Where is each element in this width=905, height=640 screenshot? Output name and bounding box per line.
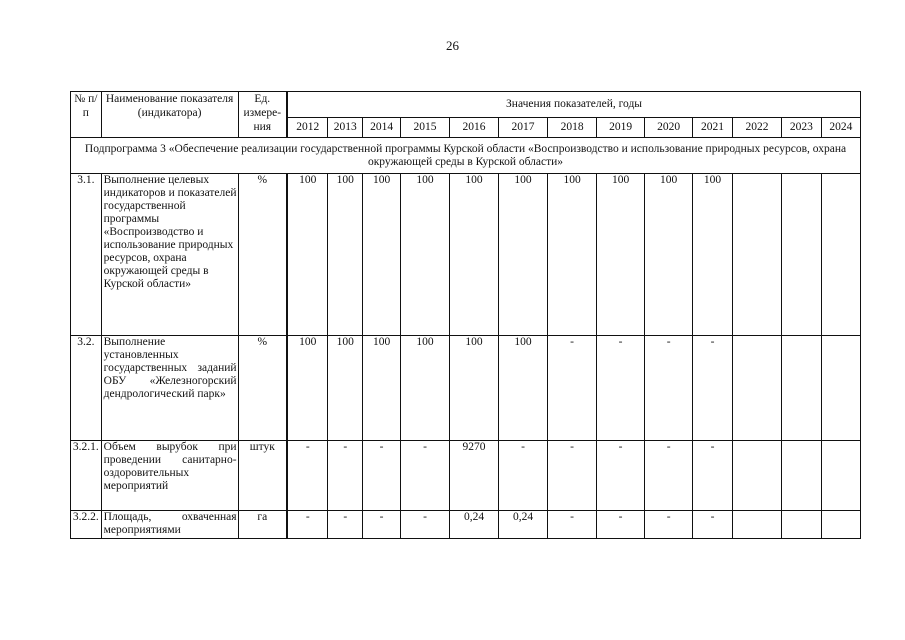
- value-cell-2019: -: [597, 511, 645, 539]
- row-indicator-name: Выполнение целевых индикаторов и показателей государственной программы «Воспроизводство и использование природных ресурсов, охрана окружающей среды в Курской области»: [101, 174, 238, 336]
- value-cell-2016: 100: [450, 336, 499, 441]
- row-number: 3.1.: [71, 174, 102, 336]
- value-cell-2015: -: [400, 441, 449, 511]
- row-number: 3.2.2.: [71, 511, 102, 539]
- header-year-2012: 2012: [287, 118, 328, 138]
- value-cell-2020: -: [645, 336, 693, 441]
- header-year-2014: 2014: [363, 118, 401, 138]
- header-year-2017: 2017: [499, 118, 548, 138]
- value-cell-2024: [821, 336, 860, 441]
- value-cell-2021: -: [693, 336, 733, 441]
- header-year-2023: 2023: [782, 118, 822, 138]
- header-name: Наименование показателя (индикатора): [101, 92, 238, 138]
- value-cell-2019: 100: [597, 174, 645, 336]
- value-cell-2012: 100: [287, 336, 328, 441]
- row-number: 3.2.: [71, 336, 102, 441]
- header-year-2020: 2020: [645, 118, 693, 138]
- table-row: [71, 336, 861, 441]
- page-number: 26: [446, 38, 459, 53]
- value-cell-2017: 100: [499, 174, 548, 336]
- value-cell-2023: [782, 511, 822, 539]
- value-cell-2019: -: [597, 336, 645, 441]
- value-cell-2017: -: [499, 441, 548, 511]
- value-cell-2020: 100: [645, 174, 693, 336]
- value-cell-2023: [782, 174, 822, 336]
- value-cell-2016: 9270: [450, 441, 499, 511]
- header-year-2024: 2024: [821, 118, 860, 138]
- row-unit: га: [238, 511, 287, 539]
- header-year-2016: 2016: [450, 118, 499, 138]
- value-cell-2021: -: [693, 511, 733, 539]
- value-cell-2013: -: [328, 441, 363, 511]
- value-cell-2014: -: [363, 441, 401, 511]
- value-cell-2022: [732, 511, 781, 539]
- header-year-2015: 2015: [400, 118, 449, 138]
- value-cell-2019: -: [597, 441, 645, 511]
- value-cell-2021: -: [693, 441, 733, 511]
- value-cell-2020: -: [645, 441, 693, 511]
- header-no: № п/п: [71, 92, 102, 138]
- row-unit: штук: [238, 441, 287, 511]
- table-row: [71, 511, 861, 539]
- value-cell-2013: -: [328, 511, 363, 539]
- value-cell-2023: [782, 336, 822, 441]
- value-cell-2017: 0,24: [499, 511, 548, 539]
- header-values-title: Значения показателей, годы: [287, 92, 860, 118]
- value-cell-2015: 100: [400, 336, 449, 441]
- value-cell-2018: -: [548, 511, 597, 539]
- header-unit: Ед. измере-ния: [238, 92, 287, 138]
- value-cell-2015: -: [400, 511, 449, 539]
- value-cell-2012: -: [287, 441, 328, 511]
- indicators-table: [70, 91, 861, 539]
- subprogram-title: Подпрограмма 3 «Обеспечение реализации государственной программы Курской области «Воспроизводство и использование природных ресурсов, охрана окружающей среды в Курской области»: [71, 138, 861, 174]
- value-cell-2020: -: [645, 511, 693, 539]
- value-cell-2014: 100: [363, 336, 401, 441]
- value-cell-2014: -: [363, 511, 401, 539]
- value-cell-2016: 100: [450, 174, 499, 336]
- value-cell-2015: 100: [400, 174, 449, 336]
- row-indicator-name: Объем вырубок при проведении санитарно-оздоровительных мероприятий: [101, 441, 238, 511]
- table-row: [71, 441, 861, 511]
- value-cell-2016: 0,24: [450, 511, 499, 539]
- value-cell-2024: [821, 174, 860, 336]
- value-cell-2023: [782, 441, 822, 511]
- value-cell-2014: 100: [363, 174, 401, 336]
- row-unit: %: [238, 174, 287, 336]
- value-cell-2018: -: [548, 336, 597, 441]
- header-row: [71, 92, 861, 118]
- value-cell-2017: 100: [499, 336, 548, 441]
- row-unit: %: [238, 336, 287, 441]
- header-year-2022: 2022: [732, 118, 781, 138]
- row-indicator-name: Выполнение установленных государственных заданий ОБУ «Железногорский дендрологический парк»: [101, 336, 238, 441]
- header-year-2021: 2021: [693, 118, 733, 138]
- value-cell-2013: 100: [328, 336, 363, 441]
- row-indicator-name: Площадь, охваченная мероприятиями: [101, 511, 238, 539]
- value-cell-2012: 100: [287, 174, 328, 336]
- header-year-2013: 2013: [328, 118, 363, 138]
- header-year-2018: 2018: [548, 118, 597, 138]
- row-number: 3.2.1.: [71, 441, 102, 511]
- value-cell-2022: [732, 336, 781, 441]
- value-cell-2012: -: [287, 511, 328, 539]
- value-cell-2024: [821, 441, 860, 511]
- table-row: [71, 174, 861, 336]
- data-rows: [71, 174, 861, 539]
- value-cell-2022: [732, 441, 781, 511]
- value-cell-2021: 100: [693, 174, 733, 336]
- value-cell-2018: 100: [548, 174, 597, 336]
- subprogram-row: [71, 138, 861, 174]
- value-cell-2022: [732, 174, 781, 336]
- header-year-2019: 2019: [597, 118, 645, 138]
- value-cell-2018: -: [548, 441, 597, 511]
- value-cell-2013: 100: [328, 174, 363, 336]
- value-cell-2024: [821, 511, 860, 539]
